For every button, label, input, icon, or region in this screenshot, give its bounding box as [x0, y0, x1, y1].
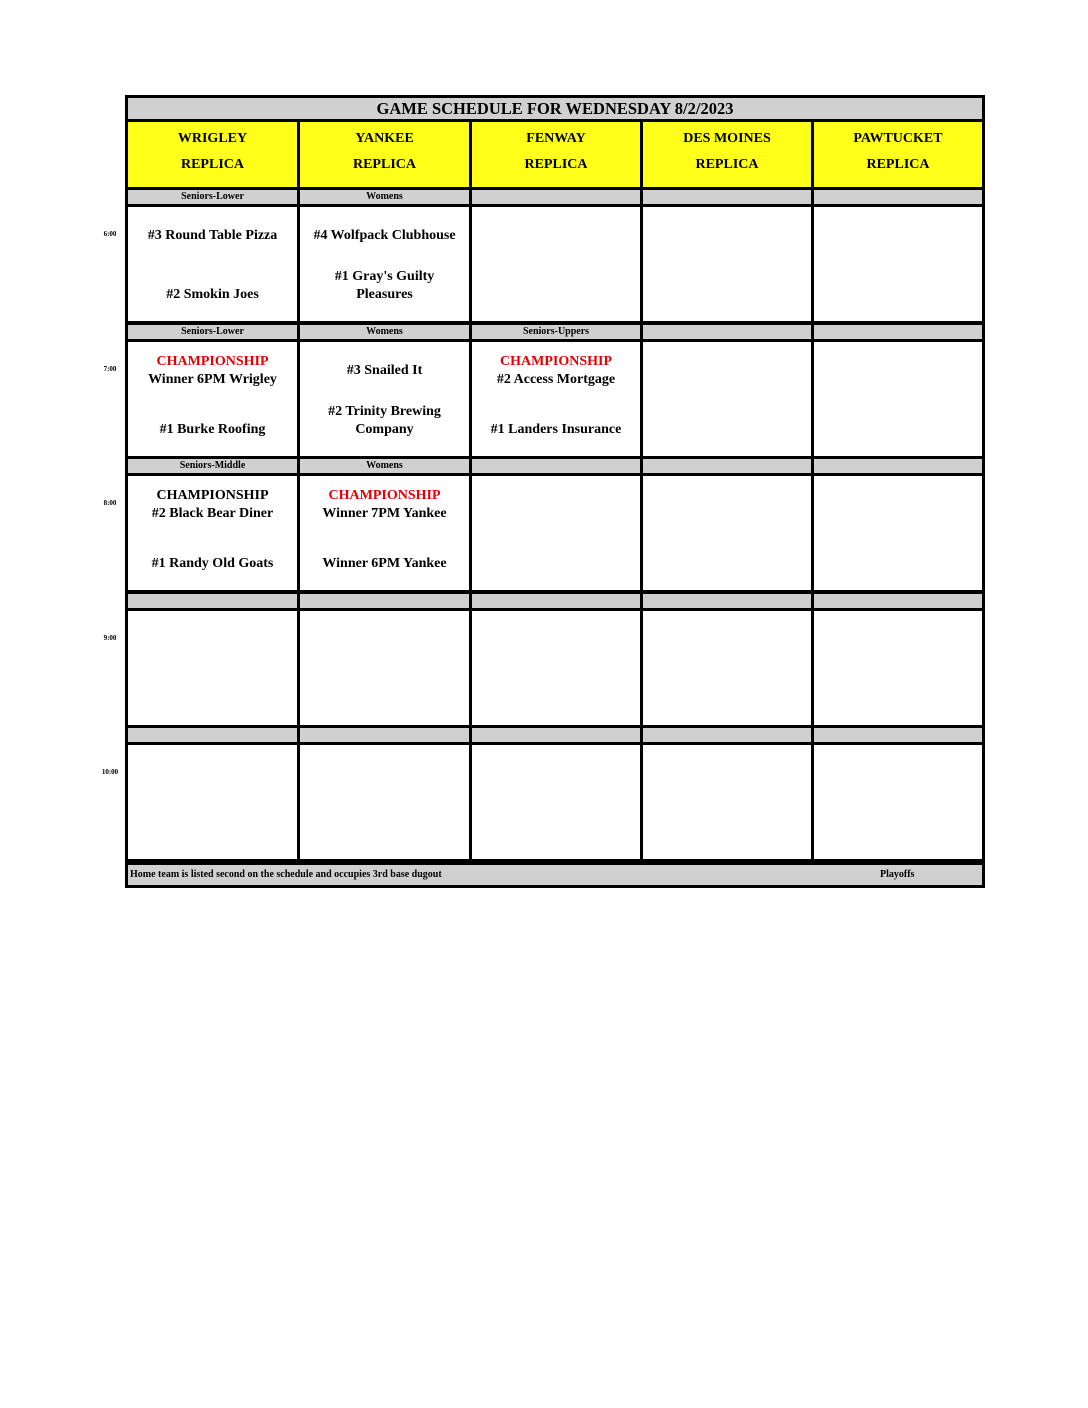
- field-subtitle: REPLICA: [180, 157, 244, 172]
- footer-note: Home team is listed second on the schedule and occupies 3rd base dugout: [130, 869, 442, 880]
- field-name: WRIGLEY: [177, 131, 248, 146]
- away-team: #3 Snailed It: [346, 363, 423, 378]
- division-label: [643, 728, 811, 742]
- game-cell: [128, 476, 297, 590]
- field-header-pawtucket: [814, 122, 982, 187]
- empty-game-cell: [814, 476, 982, 590]
- time-label: 9:00: [103, 634, 117, 642]
- championship-label: CHAMPIONSHIP: [328, 488, 441, 503]
- field-subtitle: REPLICA: [352, 157, 416, 172]
- empty-game-cell: [128, 611, 297, 725]
- game-slot-row: [128, 611, 982, 725]
- away-team: #4 Wolfpack Clubhouse: [313, 228, 456, 243]
- field-name: FENWAY: [526, 131, 586, 146]
- division-label: [814, 190, 982, 204]
- game-cell: [128, 342, 297, 456]
- game-slot-row: [128, 207, 982, 321]
- empty-game-cell: [300, 745, 469, 859]
- division-row: [128, 728, 982, 742]
- field-header-des-moines: [643, 122, 811, 187]
- division-label: Seniors-Middle: [128, 459, 297, 473]
- division-row: [128, 190, 982, 204]
- field-header-row: [128, 122, 982, 187]
- division-label: [814, 594, 982, 608]
- game-slot-row: [128, 476, 982, 590]
- empty-game-cell: [300, 611, 469, 725]
- empty-game-cell: [643, 476, 811, 590]
- division-label: [128, 594, 297, 608]
- home-team: #1 Gray's Guilty Pleasures: [334, 269, 435, 302]
- division-label: Womens: [300, 190, 469, 204]
- away-team: #2 Black Bear Diner: [151, 506, 274, 521]
- empty-game-cell: [814, 207, 982, 321]
- championship-label: CHAMPIONSHIP: [156, 488, 269, 503]
- division-label: [472, 190, 640, 204]
- footer-playoffs-label: Playoffs: [880, 869, 915, 880]
- division-label: Seniors-Uppers: [472, 325, 640, 339]
- schedule-title: GAME SCHEDULE FOR WEDNESDAY 8/2/2023: [128, 98, 982, 119]
- empty-game-cell: [814, 745, 982, 859]
- field-header-wrigley: [128, 122, 297, 187]
- empty-game-cell: [643, 611, 811, 725]
- time-label: 8:00: [103, 499, 117, 507]
- division-label: Seniors-Lower: [128, 190, 297, 204]
- game-cell: [300, 207, 469, 321]
- empty-game-cell: [643, 207, 811, 321]
- home-team: Winner 6PM Yankee: [322, 556, 447, 571]
- division-row: [128, 459, 982, 473]
- away-team: Winner 7PM Yankee: [322, 506, 447, 521]
- division-label: [643, 325, 811, 339]
- home-team: #1 Randy Old Goats: [151, 556, 274, 571]
- time-label: 6:00: [103, 230, 117, 238]
- division-label: Womens: [300, 459, 469, 473]
- time-label: 10:00: [101, 768, 119, 776]
- championship-label: CHAMPIONSHIP: [156, 354, 269, 369]
- division-label: [300, 728, 469, 742]
- division-row: [128, 594, 982, 608]
- field-subtitle: REPLICA: [524, 157, 588, 172]
- field-header-yankee: [300, 122, 469, 187]
- game-cell: [128, 207, 297, 321]
- field-subtitle: REPLICA: [695, 157, 759, 172]
- division-label: [814, 459, 982, 473]
- field-name: DES MOINES: [683, 131, 771, 146]
- championship-label: CHAMPIONSHIP: [500, 354, 612, 369]
- home-team: #2 Smokin Joes: [166, 287, 259, 302]
- division-row: [128, 325, 982, 339]
- empty-game-cell: [472, 207, 640, 321]
- schedule-footer: [128, 865, 982, 885]
- field-name: PAWTUCKET: [853, 131, 943, 146]
- empty-game-cell: [643, 342, 811, 456]
- division-label: [128, 728, 297, 742]
- away-team: Winner 6PM Wrigley: [148, 372, 277, 387]
- division-label: [300, 594, 469, 608]
- empty-game-cell: [814, 611, 982, 725]
- division-label: [814, 728, 982, 742]
- empty-game-cell: [472, 611, 640, 725]
- division-label: Womens: [300, 325, 469, 339]
- game-slot-row: [128, 745, 982, 859]
- empty-game-cell: [472, 745, 640, 859]
- division-label: [472, 728, 640, 742]
- game-cell: [300, 342, 469, 456]
- home-team: #1 Burke Roofing: [159, 422, 266, 437]
- division-label: [814, 325, 982, 339]
- division-label: Seniors-Lower: [128, 325, 297, 339]
- away-team: #2 Access Mortgage: [496, 372, 616, 387]
- empty-game-cell: [472, 476, 640, 590]
- empty-game-cell: [814, 342, 982, 456]
- away-team: #3 Round Table Pizza: [147, 228, 278, 243]
- time-label: 7:00: [103, 365, 117, 373]
- empty-game-cell: [643, 745, 811, 859]
- game-cell: [300, 476, 469, 590]
- field-subtitle: REPLICA: [866, 157, 930, 172]
- home-team: #1 Landers Insurance: [490, 422, 622, 437]
- home-team: #2 Trinity Brewing Company: [328, 404, 441, 437]
- empty-game-cell: [128, 745, 297, 859]
- field-header-fenway: [472, 122, 640, 187]
- schedule-table: [125, 95, 985, 888]
- division-label: [472, 594, 640, 608]
- division-label: [643, 459, 811, 473]
- game-slot-row: [128, 342, 982, 456]
- division-label: [643, 594, 811, 608]
- field-name: YANKEE: [355, 131, 414, 146]
- division-label: [472, 459, 640, 473]
- game-cell: [472, 342, 640, 456]
- division-label: [643, 190, 811, 204]
